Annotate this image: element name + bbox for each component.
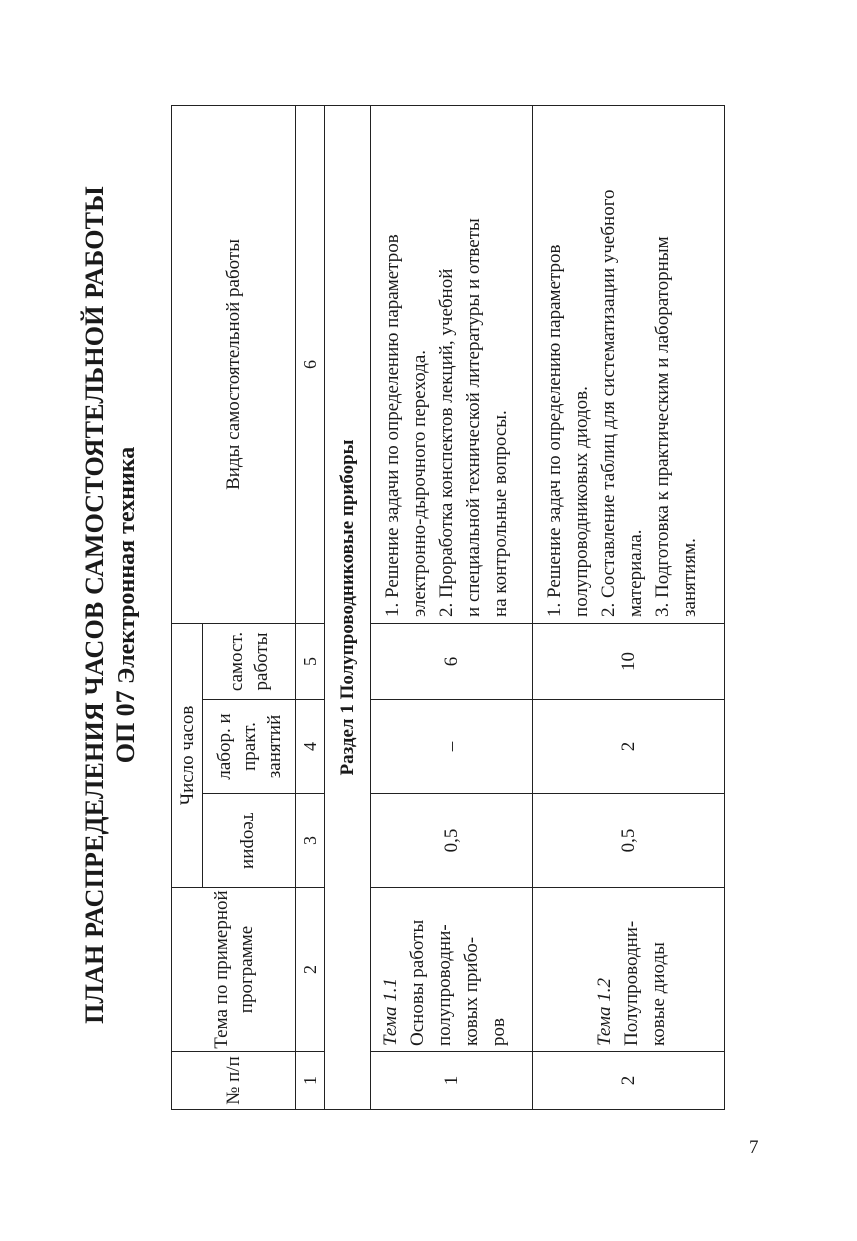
column-number: 4 — [296, 700, 325, 794]
work-line: 1. Решение задачи по определению параметров — [382, 234, 403, 617]
section-title: Раздел 1 Полупроводниковые приборы — [325, 105, 371, 1109]
row-lab: 2 — [533, 700, 725, 794]
work-line: 2. Проработка конспектов лекций, учебной — [436, 268, 457, 617]
rotated-sheet — [80, 100, 762, 1110]
work-line: электронно-дырочного перехода. — [409, 349, 430, 617]
topic-line: ров — [488, 1018, 509, 1046]
row-theory: 0,5 — [533, 794, 725, 888]
discipline-code: ОП 07 — [111, 690, 140, 764]
discipline-name: Электронная техника — [114, 446, 140, 684]
work-line: на контрольные вопросы. — [490, 410, 511, 617]
header-theory — [203, 794, 296, 888]
work-line: материала. — [625, 529, 646, 617]
topic-line: Основы работы — [407, 919, 428, 1046]
hours-table — [171, 105, 725, 1110]
section-row — [325, 105, 371, 1109]
column-number-row — [296, 105, 325, 1109]
page-subtitle — [111, 100, 142, 1110]
column-number: 6 — [296, 105, 325, 623]
row-work — [371, 105, 533, 623]
work-line: 3. Подготовка к практическим и лабораторным — [652, 236, 673, 617]
header-theory-text: теории — [238, 812, 260, 869]
row-theory: 0,5 — [371, 794, 533, 888]
header-lab: лабор. и практ. занятий — [203, 700, 296, 794]
row-num: 1 — [371, 1052, 533, 1110]
row-topic — [533, 888, 725, 1052]
column-number: 1 — [296, 1052, 325, 1110]
header-num: № п/п — [172, 1052, 296, 1110]
topic-line: Полупроводни- — [621, 920, 642, 1046]
header-hours-group: Число часов — [172, 623, 203, 887]
column-number: 5 — [296, 623, 325, 699]
page-number: 7 — [749, 1137, 759, 1158]
topic-line: полупроводни- — [434, 924, 455, 1046]
row-work — [533, 105, 725, 623]
work-line: 1. Решение задач по определению параметров — [544, 244, 565, 617]
work-line: занятиям. — [679, 538, 700, 617]
table-row — [533, 105, 725, 1109]
work-line: 2. Составление таблиц для систематизации учебного — [598, 189, 619, 617]
header-self: самост. работы — [203, 623, 296, 699]
column-number: 3 — [296, 794, 325, 888]
header-topic: Тема по примерной программе — [172, 888, 296, 1052]
row-self: 6 — [371, 623, 533, 699]
topic-label: Тема 1.2 — [594, 978, 615, 1046]
row-topic — [371, 888, 533, 1052]
work-line: и специальной технической литературы и ответы — [463, 218, 484, 617]
header-row — [172, 105, 203, 1109]
page-title: ПЛАН РАСПРЕДЕЛЕНИЯ ЧАСОВ САМОСТОЯТЕЛЬНОЙ РАБОТЫ — [80, 186, 109, 1024]
header-work-types: Виды самостоятельной работы — [172, 105, 296, 623]
row-lab: – — [371, 700, 533, 794]
topic-label: Тема 1.1 — [380, 978, 401, 1046]
row-self: 10 — [533, 623, 725, 699]
table-row — [371, 105, 533, 1109]
column-number: 2 — [296, 888, 325, 1052]
topic-line: ковых прибо- — [461, 936, 482, 1046]
row-num: 2 — [533, 1052, 725, 1110]
work-line: полупроводниковых диодов. — [571, 386, 592, 617]
topic-line: ковые диоды — [648, 942, 669, 1046]
